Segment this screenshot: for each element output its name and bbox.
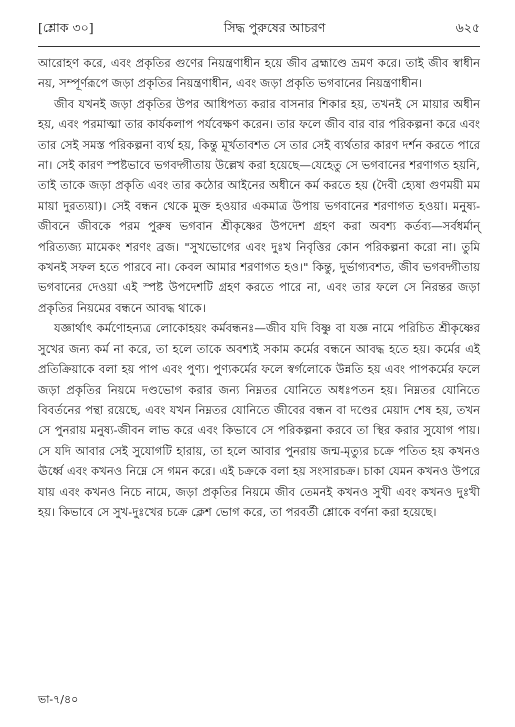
- paragraph-2: জীব যখনই জড়া প্রকৃতির উপর আধিপত্য করার বাসনার শিকার হয়, তখনই সে মায়ার অধীন হয়, এবং পরমাত্মা তার কার্যকলাপ পর্যবেক্ষণ করেন। তার ফলে জীব বার বার পরিকল্পনা করে এবং তার সেই সমস্ত পরিকল্পনা ব্যর্থ হয়, কিন্তু মূর্খতাবশত সে তার সেই ব্যর্থতার কারণ দর্শন করতে পারে না। সেই কারণ স্পষ্টভাবে ভগবদ্গীতায় উল্লেখ করা হয়েছে—যেহেতু সে ভগবানের শরণাগত হয়নি, তাই তাকে জড়া প্রকৃতি এবং তার কঠোর আইনের অধীনে কর্ম করতে হয় (দৈবী হ্যেষা গুণময়ী মম মায়া দুরত্যয়া)। সেই বন্ধন থেকে মুক্ত হওয়ার একমাত্র উপায় ভগবানের শরণাগত হওয়া। মনুষ্য-জীবনে জীবকে পরম পুরুষ ভগবান শ্রীকৃষ্ণের উপদেশ গ্রহণ করা অবশ্য কর্তব্য—সর্বধর্মান্ পরিত্যজ্য মামেকং শরণং ব্রজ। "সুখভোগের এবং দুঃখ নিবৃত্তির কোন পরিকল্পনা করো না। তুমি কখনই সফল হতে পারবে না। কেবল আমার শরণাগত হও।" কিন্তু, দুর্ভাগ্যবশত, জীব ভগবদ্গীতায় ভগবানের দেওয়া এই স্পষ্ট উপদেশটি গ্রহণ করতে পারে না, এবং তার ফলে সে নিরন্তর জড়া প্রকৃতির নিয়মের বন্ধনে আবদ্ধ থাকে।: [38, 96, 480, 315]
- paragraph-3: যজ্ঞার্থাৎ কর্মণোহন্যত্র লোকোহয়ং কর্মবন্ধনঃ—জীব যদি বিষ্ণু বা যজ্ঞ নামে পরিচিত শ্রীকৃষ্ণের সুখের জন্য কর্ম না করে, তা হলে তাকে অবশ্যই সকাম কর্মের বন্ধনে আবদ্ধ হতে হয়। কর্মের এই প্রতিক্রিয়াকে বলা হয় পাপ এবং পুণ্য। পুণ্যকর্মের ফলে স্বর্গলোকে উন্নতি হয় এবং পাপকর্মের ফলে জড়া প্রকৃতির নিয়মে দণ্ডভোগ করার জন্য নিম্নতর যোনিতে অধঃপতন হয়। নিম্নতর যোনিতে বিবর্তনের পন্থা রয়েছে, এবং যখন নিম্নতর যোনিতে জীবের বন্ধন বা দণ্ডের মেয়াদ শেষ হয়, তখন সে পুনরায় মনুষ্য-জীবন লাভ করে এবং কিভাবে সে পরিকল্পনা করবে তা স্থির করার সুযোগ পায়। সে যদি আবার সেই সুযোগটি হারায়, তা হলে আবার পুনরায় জন্ম-মৃত্যুর চক্রে পতিত হয় কখনও ঊর্ধ্বে এবং কখনও নিম্নে সে গমন করে। এই চক্রকে বলা হয় সংসারচক্র। চাকা যেমন কখনও উপরে যায় এবং কখনও নিচে নামে, জড়া প্রকৃতির নিয়মে জীব তেমনই কখনও সুখী এবং কখনও দুঃখী হয়। কিভাবে সে সুখ-দুঃখের চক্রে ক্লেশ ভোগ করে, তা পরবর্তী শ্লোকে বর্ণনা করা হয়েছে।: [38, 321, 480, 519]
- printer-signature: ভা-৭/৪০: [38, 693, 79, 706]
- purport-text: [38, 53, 480, 522]
- chapter-heading: সিদ্ধ পুরুষের আচরণ: [223, 20, 326, 35]
- paragraph-1: আরোহণ করে, এবং প্রকৃতির গুণের নিয়ন্ত্রণাধীন হয়ে জীব ব্রহ্মাণ্ডে ভ্রমণ করে। তাই জীব স্বাধীন নয়, সম্পূর্ণরূপে জড়া প্রকৃতির নিয়ন্ত্রণাধীন, এবং জড়া প্রকৃতি ভগবানের নিয়ন্ত্রণাধীন।: [38, 56, 480, 91]
- running-header: [38, 20, 480, 47]
- book-page: [38, 20, 480, 710]
- page-number: ৬২৫: [455, 20, 480, 35]
- verse-reference: [শ্লোক ৩০]: [38, 20, 94, 35]
